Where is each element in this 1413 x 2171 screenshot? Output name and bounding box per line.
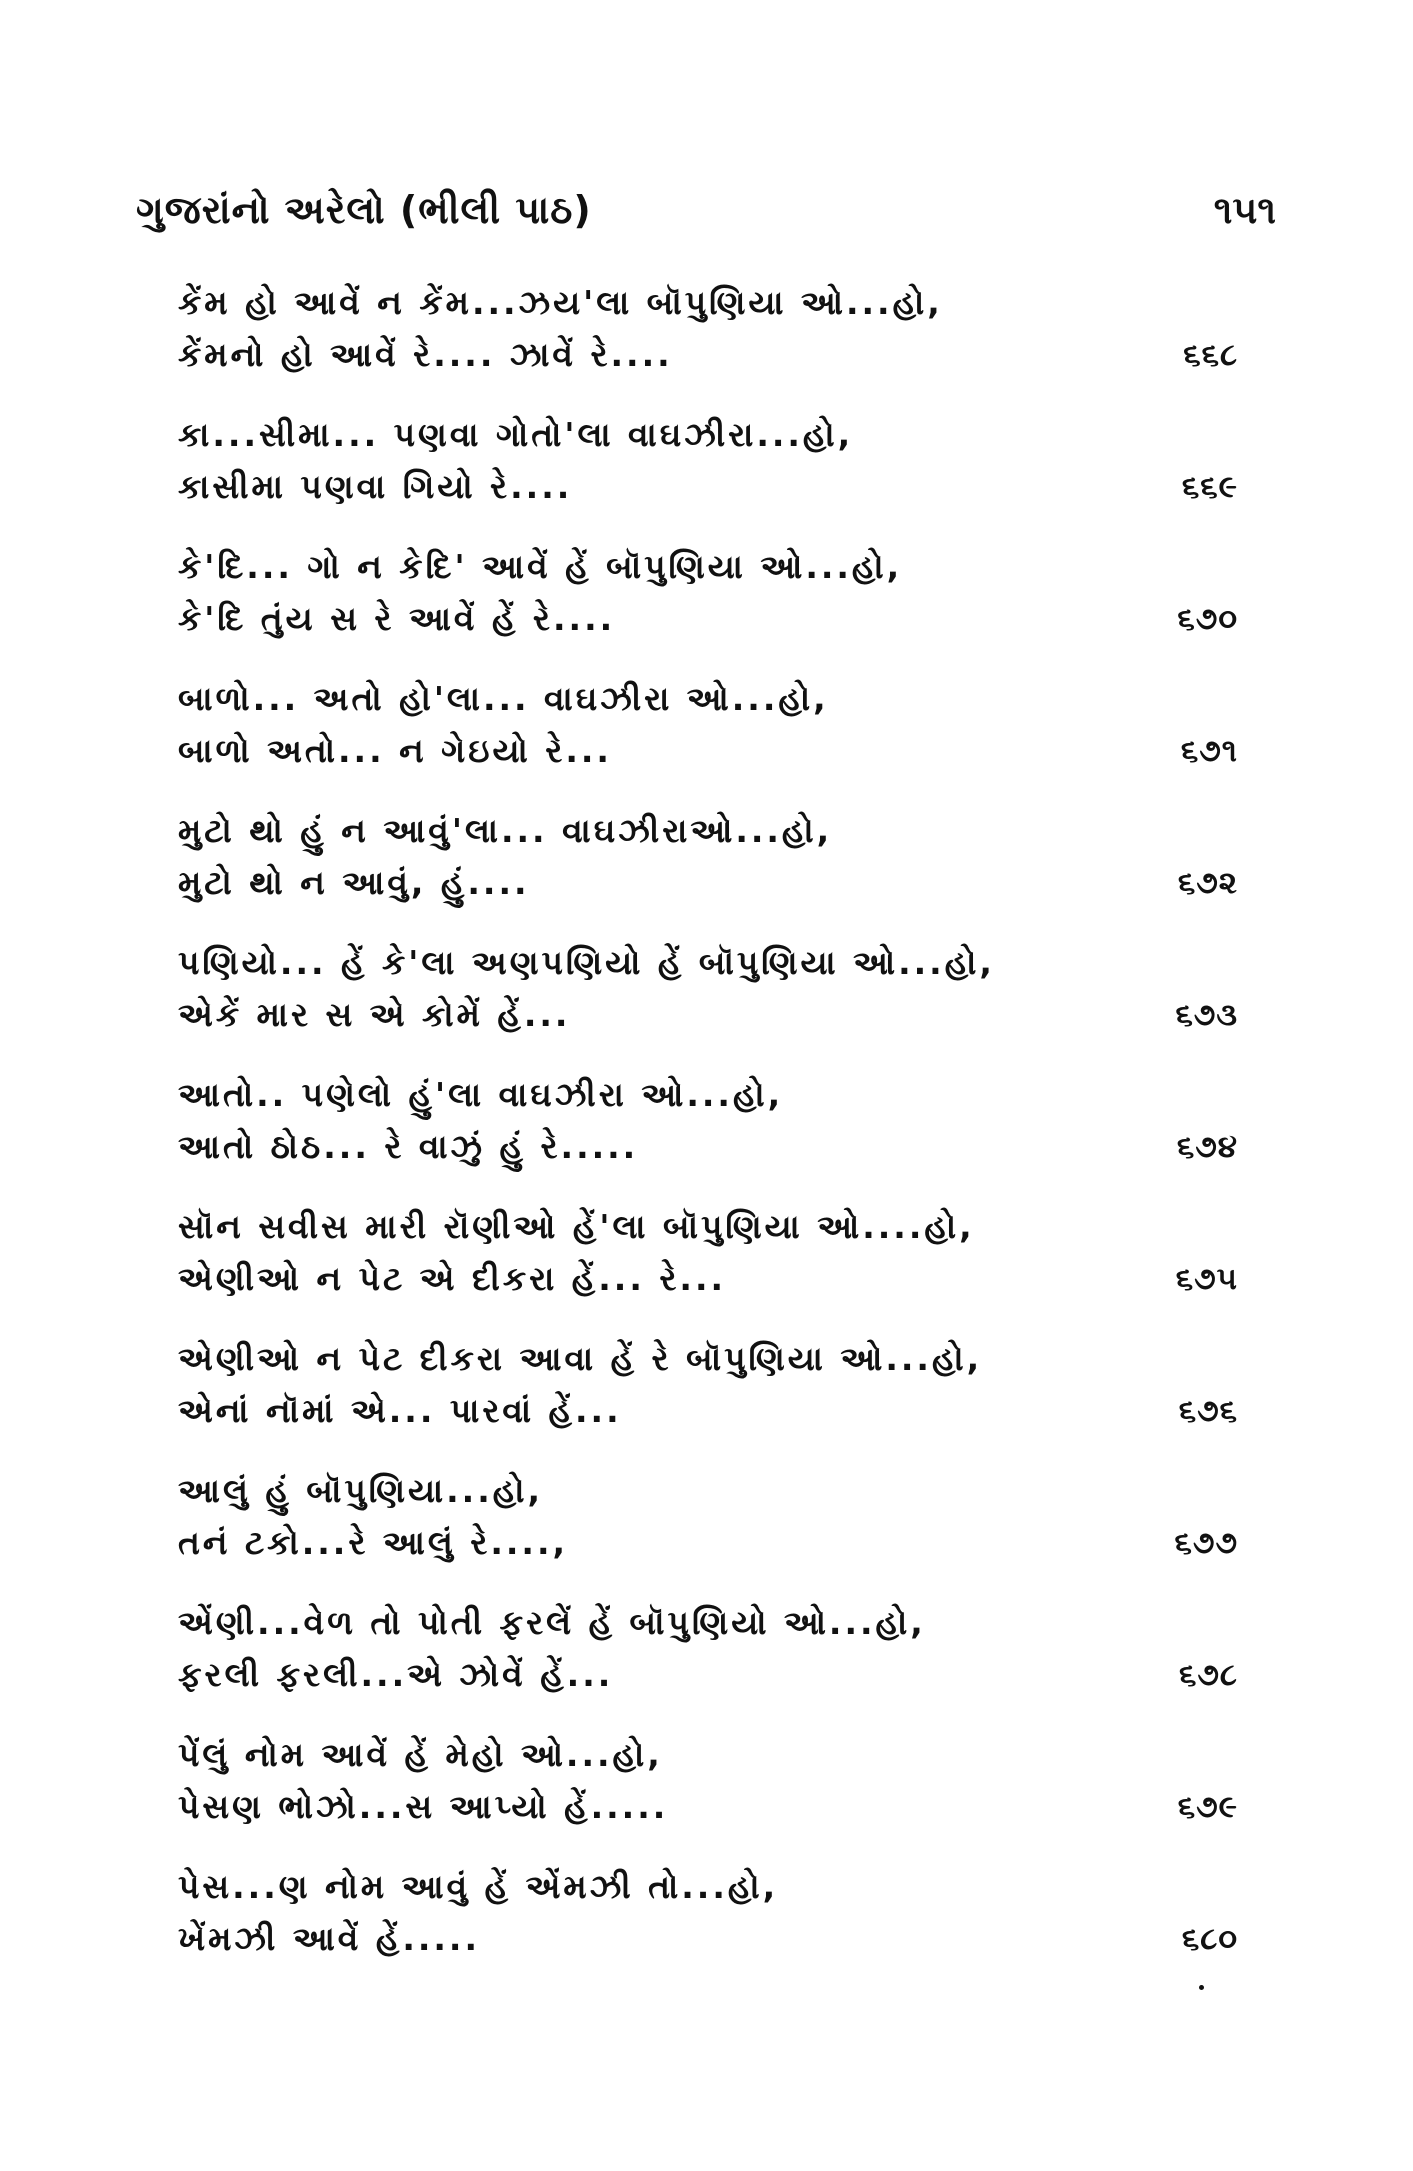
verse-line: સૉન સવીસ મારી રૉણીઓ હેં'લા બૉપુણિયા ઓ....હો,: [178, 1207, 975, 1246]
verse-number: ૬૭૯: [1177, 1789, 1238, 1825]
verse-line: તનં ટકો...રે આલું રે....,: [178, 1523, 569, 1562]
verse-number: ૬૭૩: [1175, 997, 1238, 1033]
verse-line: આતો ઠોઠ... રે વાઝું હું રે.....: [178, 1127, 639, 1166]
verse-number: ૬૭૫: [1175, 1261, 1238, 1297]
verse-line: કાસીમા પણવા ગિયો રે....: [178, 467, 573, 506]
verse-line: કેંમ હો આવેં ન કેંમ...ઝય'લા બૉપુણિયા ઓ...હો,: [178, 283, 943, 322]
verse-number: ૬૭૬: [1178, 1393, 1238, 1429]
verse-line: પેસ...ણ નોમ આવું હેં એંમઝી તો...હો,: [178, 1867, 779, 1906]
verse-line: કે'દિ... ગો ન કેદિ' આવેં હેં બૉપુણિયા ઓ...હો,: [178, 547, 903, 586]
stanza-668: [178, 283, 1238, 415]
verse-line: બાળો અતો... ન ગેઇયો રે...: [178, 731, 612, 770]
verse-number: ૬૭૭: [1174, 1525, 1238, 1561]
verse-number: ૬૭૦: [1177, 601, 1238, 637]
verse-line: એંણી...વેળ તો પોતી ફરલેં હેં બૉપુણિયો ઓ...હો,: [178, 1603, 926, 1642]
verse-number: ૬૬૯: [1181, 469, 1238, 505]
verse-line: પેસણ ભોઝો...સ આપ્યો હેં.....: [178, 1787, 669, 1826]
print-speck: [1199, 1985, 1204, 1990]
stanza-669: [178, 415, 1238, 547]
verse-line: એકેં માર સ એ કોમેં હેં...: [178, 995, 571, 1034]
running-header: [136, 188, 1276, 248]
verse-number: ૬૬૮: [1183, 337, 1238, 373]
stanza-672: [178, 811, 1238, 943]
verse-line: કે'દિ તુંય સ રે આવેં હેં રે....: [178, 599, 616, 638]
running-title: ગુજરાંનો અરેલો (ભીલી પાઠ): [136, 188, 592, 232]
stanza-676: [178, 1339, 1238, 1471]
stanza-674: [178, 1075, 1238, 1207]
verse-line: એણીઓ ન પેટ એ દીકરા હેં... રે...: [178, 1259, 727, 1298]
verse-number: ૬૭૮: [1179, 1657, 1238, 1693]
verse-line: ફરલી ફરલી...એ ઝોવેં હેં...: [178, 1655, 614, 1694]
verse-number: ૬૭૧: [1180, 733, 1238, 769]
verse-line: આતો.. પણેલો હું'લા વાઘઝીરા ઓ...હો,: [178, 1075, 784, 1114]
verse-line: એણીઓ ન પેટ દીકરા આવા હેં રે બૉપુણિયા ઓ...હો,: [178, 1339, 983, 1378]
verse-number: ૬૭૨: [1177, 865, 1238, 901]
stanza-680: [178, 1867, 1238, 1999]
verse-line: આલું હું બૉપુણિયા...હો,: [178, 1471, 543, 1510]
stanza-675: [178, 1207, 1238, 1339]
stanza-670: [178, 547, 1238, 679]
verse-line: મુટો થો ન આવું, હું....: [178, 863, 530, 902]
verse-number: ૬૮૦: [1181, 1921, 1238, 1957]
verse-line: ખેંમઝી આવેં હેં.....: [178, 1919, 481, 1958]
verse-number: ૬૭૪: [1176, 1129, 1238, 1165]
verse-line: કા...સીમા... પણવા ગોતો'લા વાઘઝીરા...હો,: [178, 415, 854, 454]
page-number: ૧૫૧: [1213, 188, 1276, 232]
verse-line: પણિયો... હેં કે'લા અણપણિયો હેં બૉપુણિયા ઓ...હો,: [178, 943, 995, 982]
stanza-678: [178, 1603, 1238, 1735]
stanza-677: [178, 1471, 1238, 1603]
verse-line: મુટો થો હું ન આવું'લા... વાઘઝીરાઓ...હો,: [178, 811, 833, 850]
verse-line: પેંલું નોમ આવેં હેં મેહો ઓ...હો,: [178, 1735, 663, 1774]
verse-line: એનાં નૉમાં એ... પારવાં હેં...: [178, 1391, 622, 1430]
stanza-679: [178, 1735, 1238, 1867]
verse-list: [178, 283, 1238, 1999]
stanza-673: [178, 943, 1238, 1075]
stanza-671: [178, 679, 1238, 811]
verse-line: બાળો... અતો હો'લા... વાઘઝીરા ઓ...હો,: [178, 679, 829, 718]
verse-line: કેંમનો હો આવેં રે.... ઝાવેં રે....: [178, 335, 673, 374]
